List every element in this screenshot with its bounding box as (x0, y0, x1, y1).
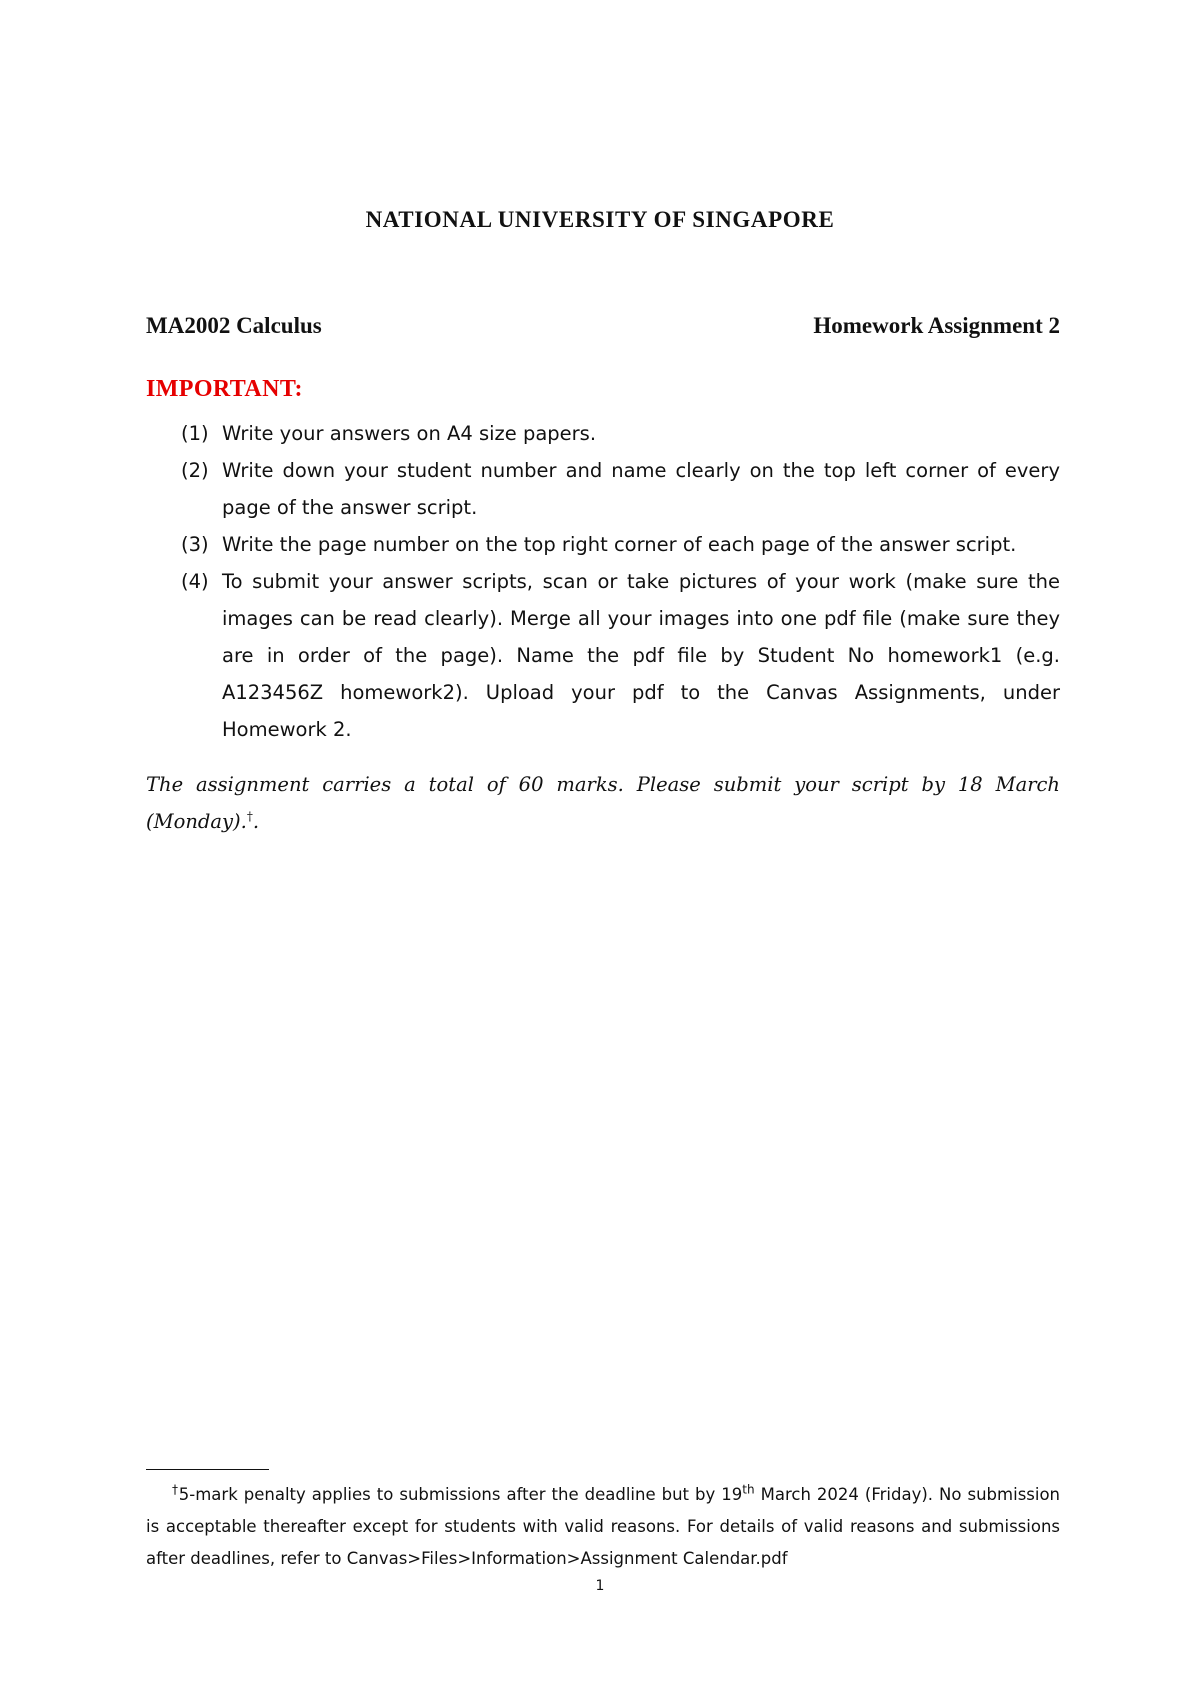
instruction-text: Write the page number on the top right corner of each page of the answer script. (222, 533, 1017, 556)
instruction-number: (4) (181, 570, 209, 593)
note-tail: . (252, 810, 260, 833)
instruction-number: (2) (181, 459, 209, 482)
instruction-item (146, 415, 1060, 452)
instruction-number: (1) (181, 422, 209, 445)
course-title: MA2002 Calculus (146, 313, 322, 338)
important-heading: IMPORTANT: (146, 376, 303, 402)
footnote-text-start: 5-mark penalty applies to submissions after the deadline but by 19 (178, 1485, 743, 1504)
footnote-dagger: † (172, 1482, 179, 1497)
instruction-number: (3) (181, 533, 209, 556)
dagger-mark: † (246, 809, 253, 824)
footnote-ordinal-suffix: th (742, 1482, 755, 1497)
instruction-item (146, 452, 1060, 526)
instruction-list (146, 415, 1060, 748)
instruction-text: Write your answers on A4 size papers. (222, 422, 597, 445)
footnote-text-end: March 2024 (Friday). No submission is acceptable thereafter except for students with valid reasons. For details of valid reasons and submissions after deadlines, refer to Canvas>Files>Information>Assignment Calendar.pdf (146, 1485, 1061, 1568)
note-text: The assignment carries a total of 60 marks. Please submit your script by 18 March (Monday). (146, 773, 1060, 833)
instruction-text: To submit your answer scripts, scan or take pictures of your work (make sure the images can be read clearly). Merge all your images into one pdf file (make sure they are in order of the page). Name the pdf file by Student No homework1 (e.g. A123456Z homework2). Upload your pdf to the Canvas Assignments, under Homework 2. (222, 570, 1060, 741)
footnote-divider (146, 1469, 269, 1470)
instruction-text: Write down your student number and name clearly on the top left corner of every page of the answer script. (222, 459, 1060, 519)
instruction-item (146, 563, 1060, 748)
submission-note (146, 766, 1060, 840)
instruction-item (146, 526, 1060, 563)
assignment-title: Homework Assignment 2 (813, 313, 1060, 338)
footnote (146, 1479, 1060, 1575)
page-number: 1 (595, 1578, 605, 1594)
course-header (146, 313, 1060, 339)
university-title: NATIONAL UNIVERSITY OF SINGAPORE (365, 207, 835, 232)
